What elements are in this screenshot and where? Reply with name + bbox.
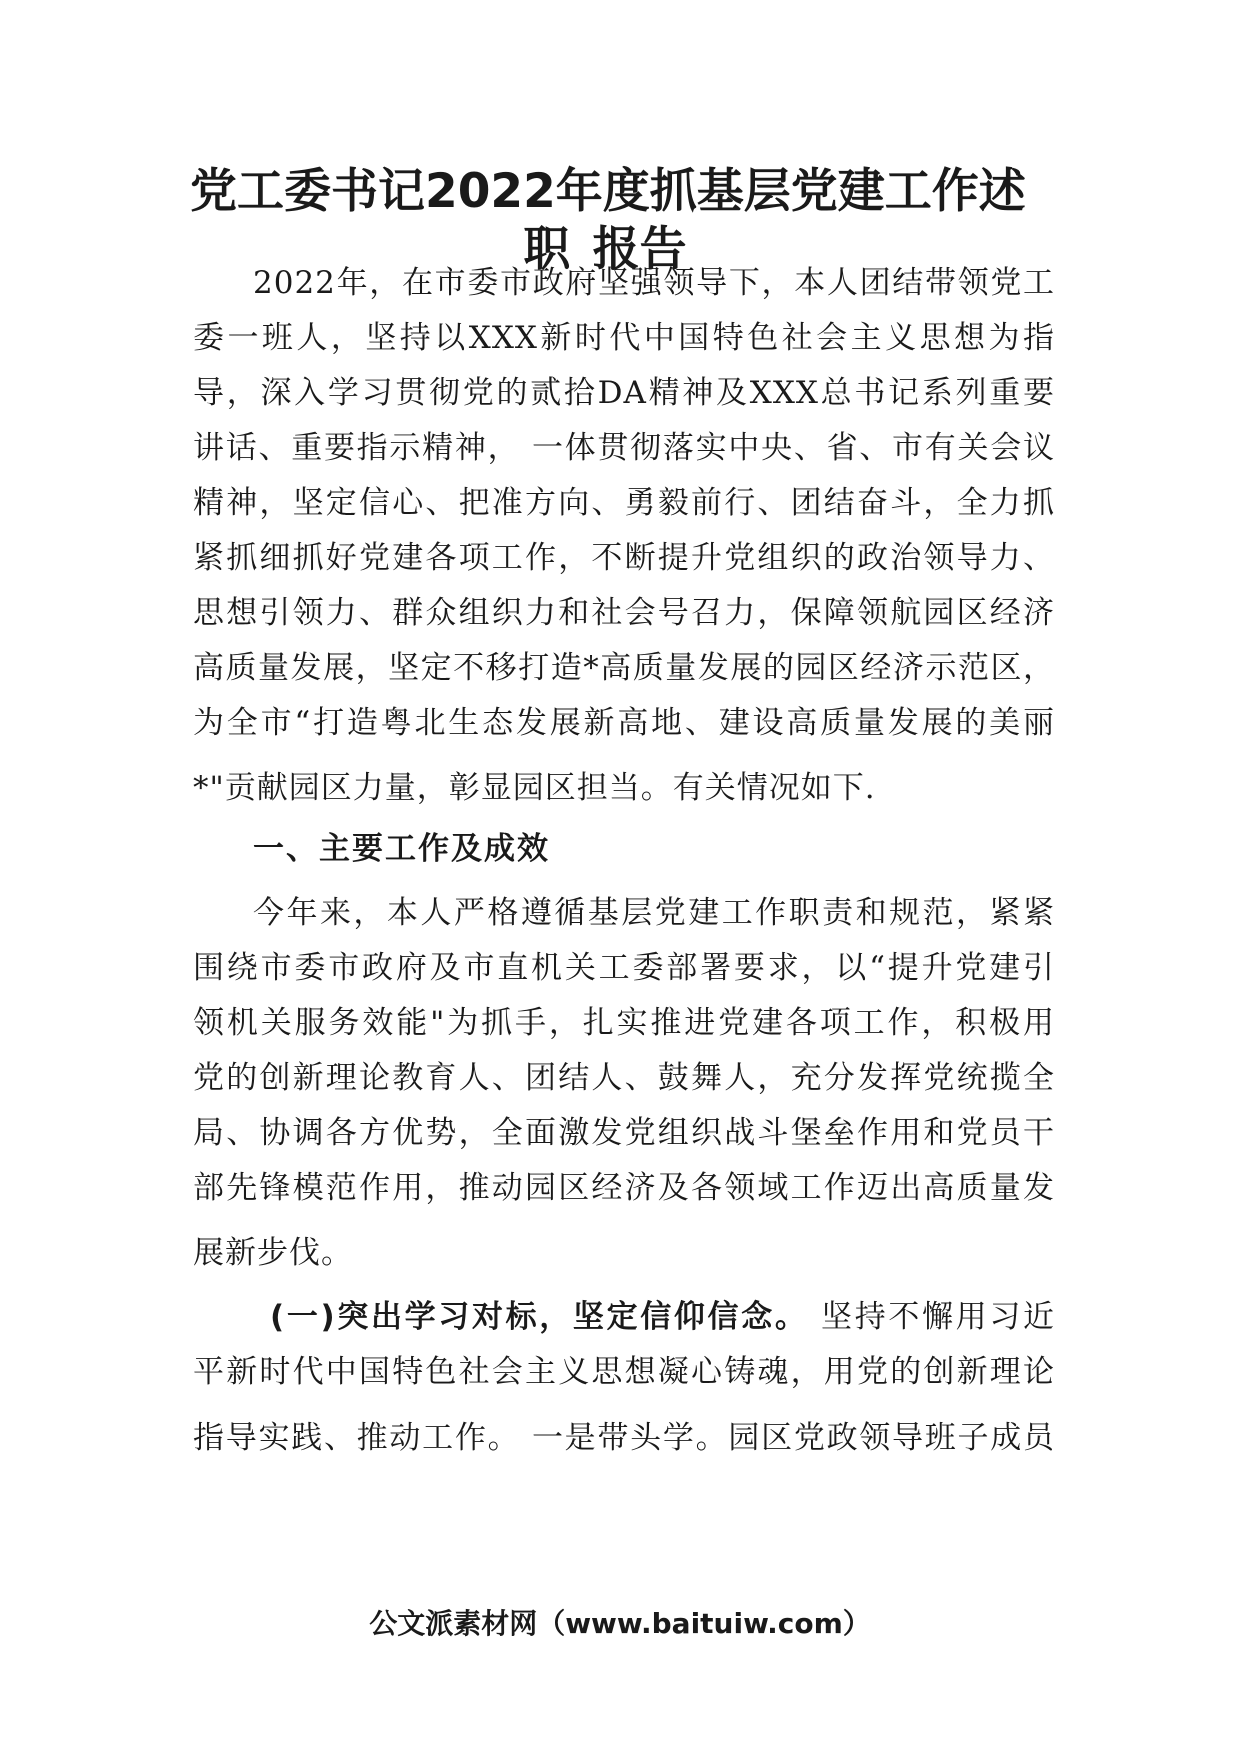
intro-line-2: 委一班人，坚持以XXX新时代中国特色社会主义思想为指 — [193, 320, 1055, 356]
section1-line-4: 党的创新理论教育人、团结人、鼓舞人，充分发挥党统揽全 — [193, 1060, 1055, 1096]
intro-line-8: 高质量发展，坚定不移打造*高质量发展的园区经济示范区， — [193, 650, 1055, 686]
section-heading-main-work: 一、主要工作及成效 — [253, 831, 550, 867]
subsection1-line-1-rest: 坚持不懈用习近 — [808, 1299, 1055, 1335]
intro-line-9: 为全市“打造粤北生态发展新高地、建设高质量发展的美丽 — [193, 705, 1055, 741]
intro-line-7: 思想引领力、群众组织力和社会号召力，保障领航园区经济 — [193, 595, 1055, 631]
section1-line-1: 今年来，本人严格遵循基层党建工作职责和规范，紧紧 — [253, 895, 1055, 931]
footer-source: 公文派素材网（www.baituiw.com） — [369, 1607, 871, 1640]
section1-line-5: 局、协调各方优势，全面激发党组织战斗堡垒作用和党员干 — [193, 1115, 1055, 1151]
document-title-line-1: 党工委书记2022年度抓基层党建工作述 — [190, 164, 1026, 219]
intro-line-5: 精神，坚定信心、把准方向、勇毅前行、团结奋斗，全力抓 — [193, 485, 1055, 521]
subsection1-line-1 — [270, 1297, 1055, 1337]
section1-line-7: 展新步伐。 — [193, 1235, 353, 1271]
section1-line-2: 围绕市委市政府及市直机关工委部署要求，以“提升党建引 — [193, 950, 1055, 986]
intro-line-6: 紧抓细抓好党建各项工作，不断提升党组织的政治领导力、 — [193, 540, 1055, 576]
document-title-line-2: 职 报告 — [523, 222, 687, 277]
subsection1-line-2: 平新时代中国特色社会主义思想凝心铸魂，用党的创新理论 — [193, 1354, 1055, 1390]
subsection1-lead: (一)突出学习对标，坚定信仰信念。 — [270, 1299, 809, 1335]
intro-line-4: 讲话、重要指示精神， 一体贯彻落实中央、省、市有关会议 — [193, 430, 1055, 466]
intro-line-10: *"贡献园区力量，彰显园区担当。有关情况如下. — [193, 770, 876, 806]
section1-line-3: 领机关服务效能"为抓手，扎实推进党建各项工作，积极用 — [193, 1005, 1055, 1041]
intro-line-1: 2022年，在市委市政府坚强领导下，本人团结带领党工 — [253, 265, 1055, 301]
intro-line-3: 导，深入学习贯彻党的贰拾DA精神及XXX总书记系列重要 — [193, 375, 1055, 411]
section1-line-6: 部先锋模范作用，推动园区经济及各领域工作迈出高质量发 — [193, 1170, 1055, 1206]
subsection1-line-3: 指导实践、推动工作。 一是带头学。园区党政领导班子成员 — [193, 1420, 1055, 1456]
